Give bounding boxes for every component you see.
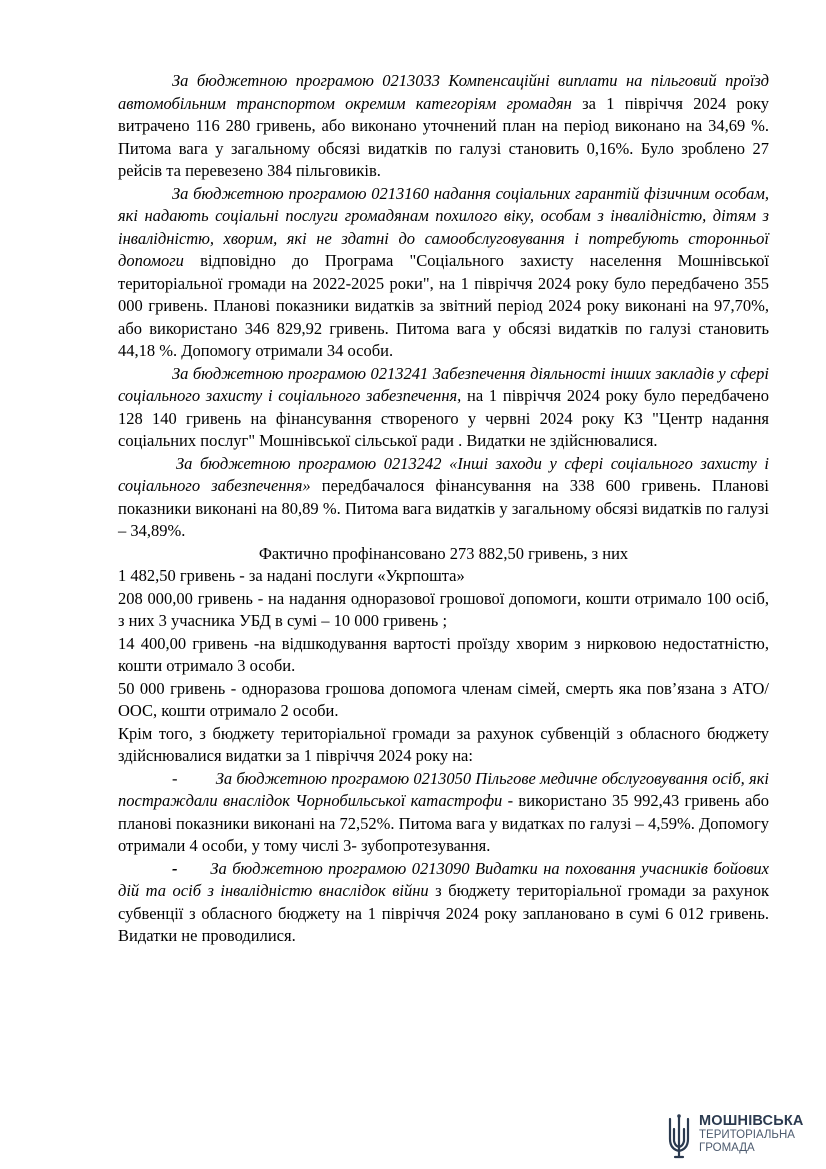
- logo-title: МОШНІВСЬКА: [699, 1113, 804, 1129]
- logo-subtitle: ТЕРИТОРІАЛЬНА: [699, 1129, 795, 1141]
- paragraph-program-0213241: [118, 363, 769, 453]
- program-title: За бюджетною програмою 0213090 Видатки на поховання учасників бойових дій та осіб з інвалідністю внаслідок війни: [118, 858, 769, 900]
- dash-marker: -: [172, 768, 178, 788]
- program-body: за 1 півріччя 2024 року витрачено 116 280 гривень, або виконано уточнений план на період виконано на 34,69 %. Питома вага у загальному обсязі видатків по галузі становить 0,16%. Було зроблено 27 рейсів та перевезено 384 пільговиків.: [118, 93, 769, 180]
- community-logo: [666, 1113, 816, 1165]
- logo-subtitle: ГРОМАДА: [699, 1142, 755, 1154]
- funded-total-line: Фактично профінансовано 273 882,50 гривень, з них: [258, 543, 629, 563]
- list-item: 14 400,00 гривень -на відшкодування вартості проїзду хворим з нирковою недостатністю, кошти отримало 3 особи.: [118, 633, 769, 675]
- program-title: За бюджетною програмою 0213050 Пільгове медичне обслуговування осіб, які постраждали внаслідок Чорнобильської катастрофи: [118, 768, 769, 810]
- list-item: 1 482,50 гривень - за надані послуги «Укрпошта»: [118, 566, 465, 585]
- program-title: За бюджетною програмою 0213242 «Інші заходи у сфері соціального захисту і соціального забезпечення»: [118, 453, 769, 495]
- program-body: з бюджету територіальної громади за рахунок субвенції з обласного бюджету на 1 півріччя 2024 року заплановано в сумі 6 012 гривень. Видатки не проводилися.: [118, 881, 769, 945]
- subvention-intro: Крім того, з бюджету територіальної громади за рахунок субвенцій з обласного бюджету здійснювалися видатки за 1 півріччя 2024 року на:: [118, 723, 769, 765]
- paragraph-program-0213050: [118, 768, 769, 858]
- logo-text: [699, 1113, 804, 1155]
- program-title: За бюджетною програмою 0213033 Компенсаційні виплати на пільговий проїзд автомобільним транспортом окремим категоріям громадян: [118, 71, 769, 113]
- paragraph-program-0213242: [118, 453, 769, 543]
- program-title: За бюджетною програмою 0213160 надання соціальних гарантій фізичним особам, які надають соціальні послуги громадянам похилого віку, особам з інвалідністю, дітям з інвалідністю, хворим, які не здатні до самообслуговування і потребують сторонньої допомоги: [118, 183, 769, 270]
- trident-icon: [666, 1113, 692, 1159]
- list-item: 208 000,00 гривень - на надання одноразової грошової допомоги, кошти отримало 100 осіб, з них 3 учасника УБД в сумі – 10 000 гривень ;: [118, 588, 769, 630]
- program-body: відповідно до Програма "Соціального захисту населення Мошнівської територіальної громади на 2022-2025 роки", на 1 півріччя 2024 року було передбачено 355 000 гривень. Планові показники видатків за звітний період 2024 року виконані на 97,70%, або використано 346 829,92 гривень. Питома вага у обсязі видатків по галузі становить 44,18 %. Допомогу отримали 34 особи.: [118, 251, 769, 360]
- program-body: - використано 35 992,43 гривень або планові показники виконані на 72,52%. Питома вага у видатках по галузі – 4,59%. Допомогу отримали 4 особи, у тому числі 3- зубопротезування.: [118, 791, 770, 855]
- program-title: За бюджетною програмою 0213241 Забезпечення діяльності інших закладів у сфері соціального захисту і соціального забезпечення,: [118, 363, 769, 405]
- paragraph-program-0213160: [118, 183, 769, 363]
- paragraph-program-0213033: [118, 70, 769, 183]
- dash-marker: -: [172, 858, 178, 878]
- program-body: на 1 півріччя 2024 року було передбачено 128 140 гривень на фінансування створеного у червні 2024 року КЗ "Центр надання соціальних послуг" Мошнівської сільської ради . Видатки не здійснювалися.: [118, 386, 770, 450]
- document-page: [118, 70, 769, 948]
- program-body: передбачалося фінансування на 338 600 гривень. Планові показники виконані на 80,89 %. Питома вага видатків у загальному обсязі видатків по галузі – 34,89%.: [118, 476, 769, 540]
- paragraph-program-0213090: [118, 858, 769, 948]
- list-item: 50 000 гривень - одноразова грошова допомога членам сімей, смерть яка пов’язана з АТО/ООС, кошти отримало 2 особи.: [118, 678, 769, 720]
